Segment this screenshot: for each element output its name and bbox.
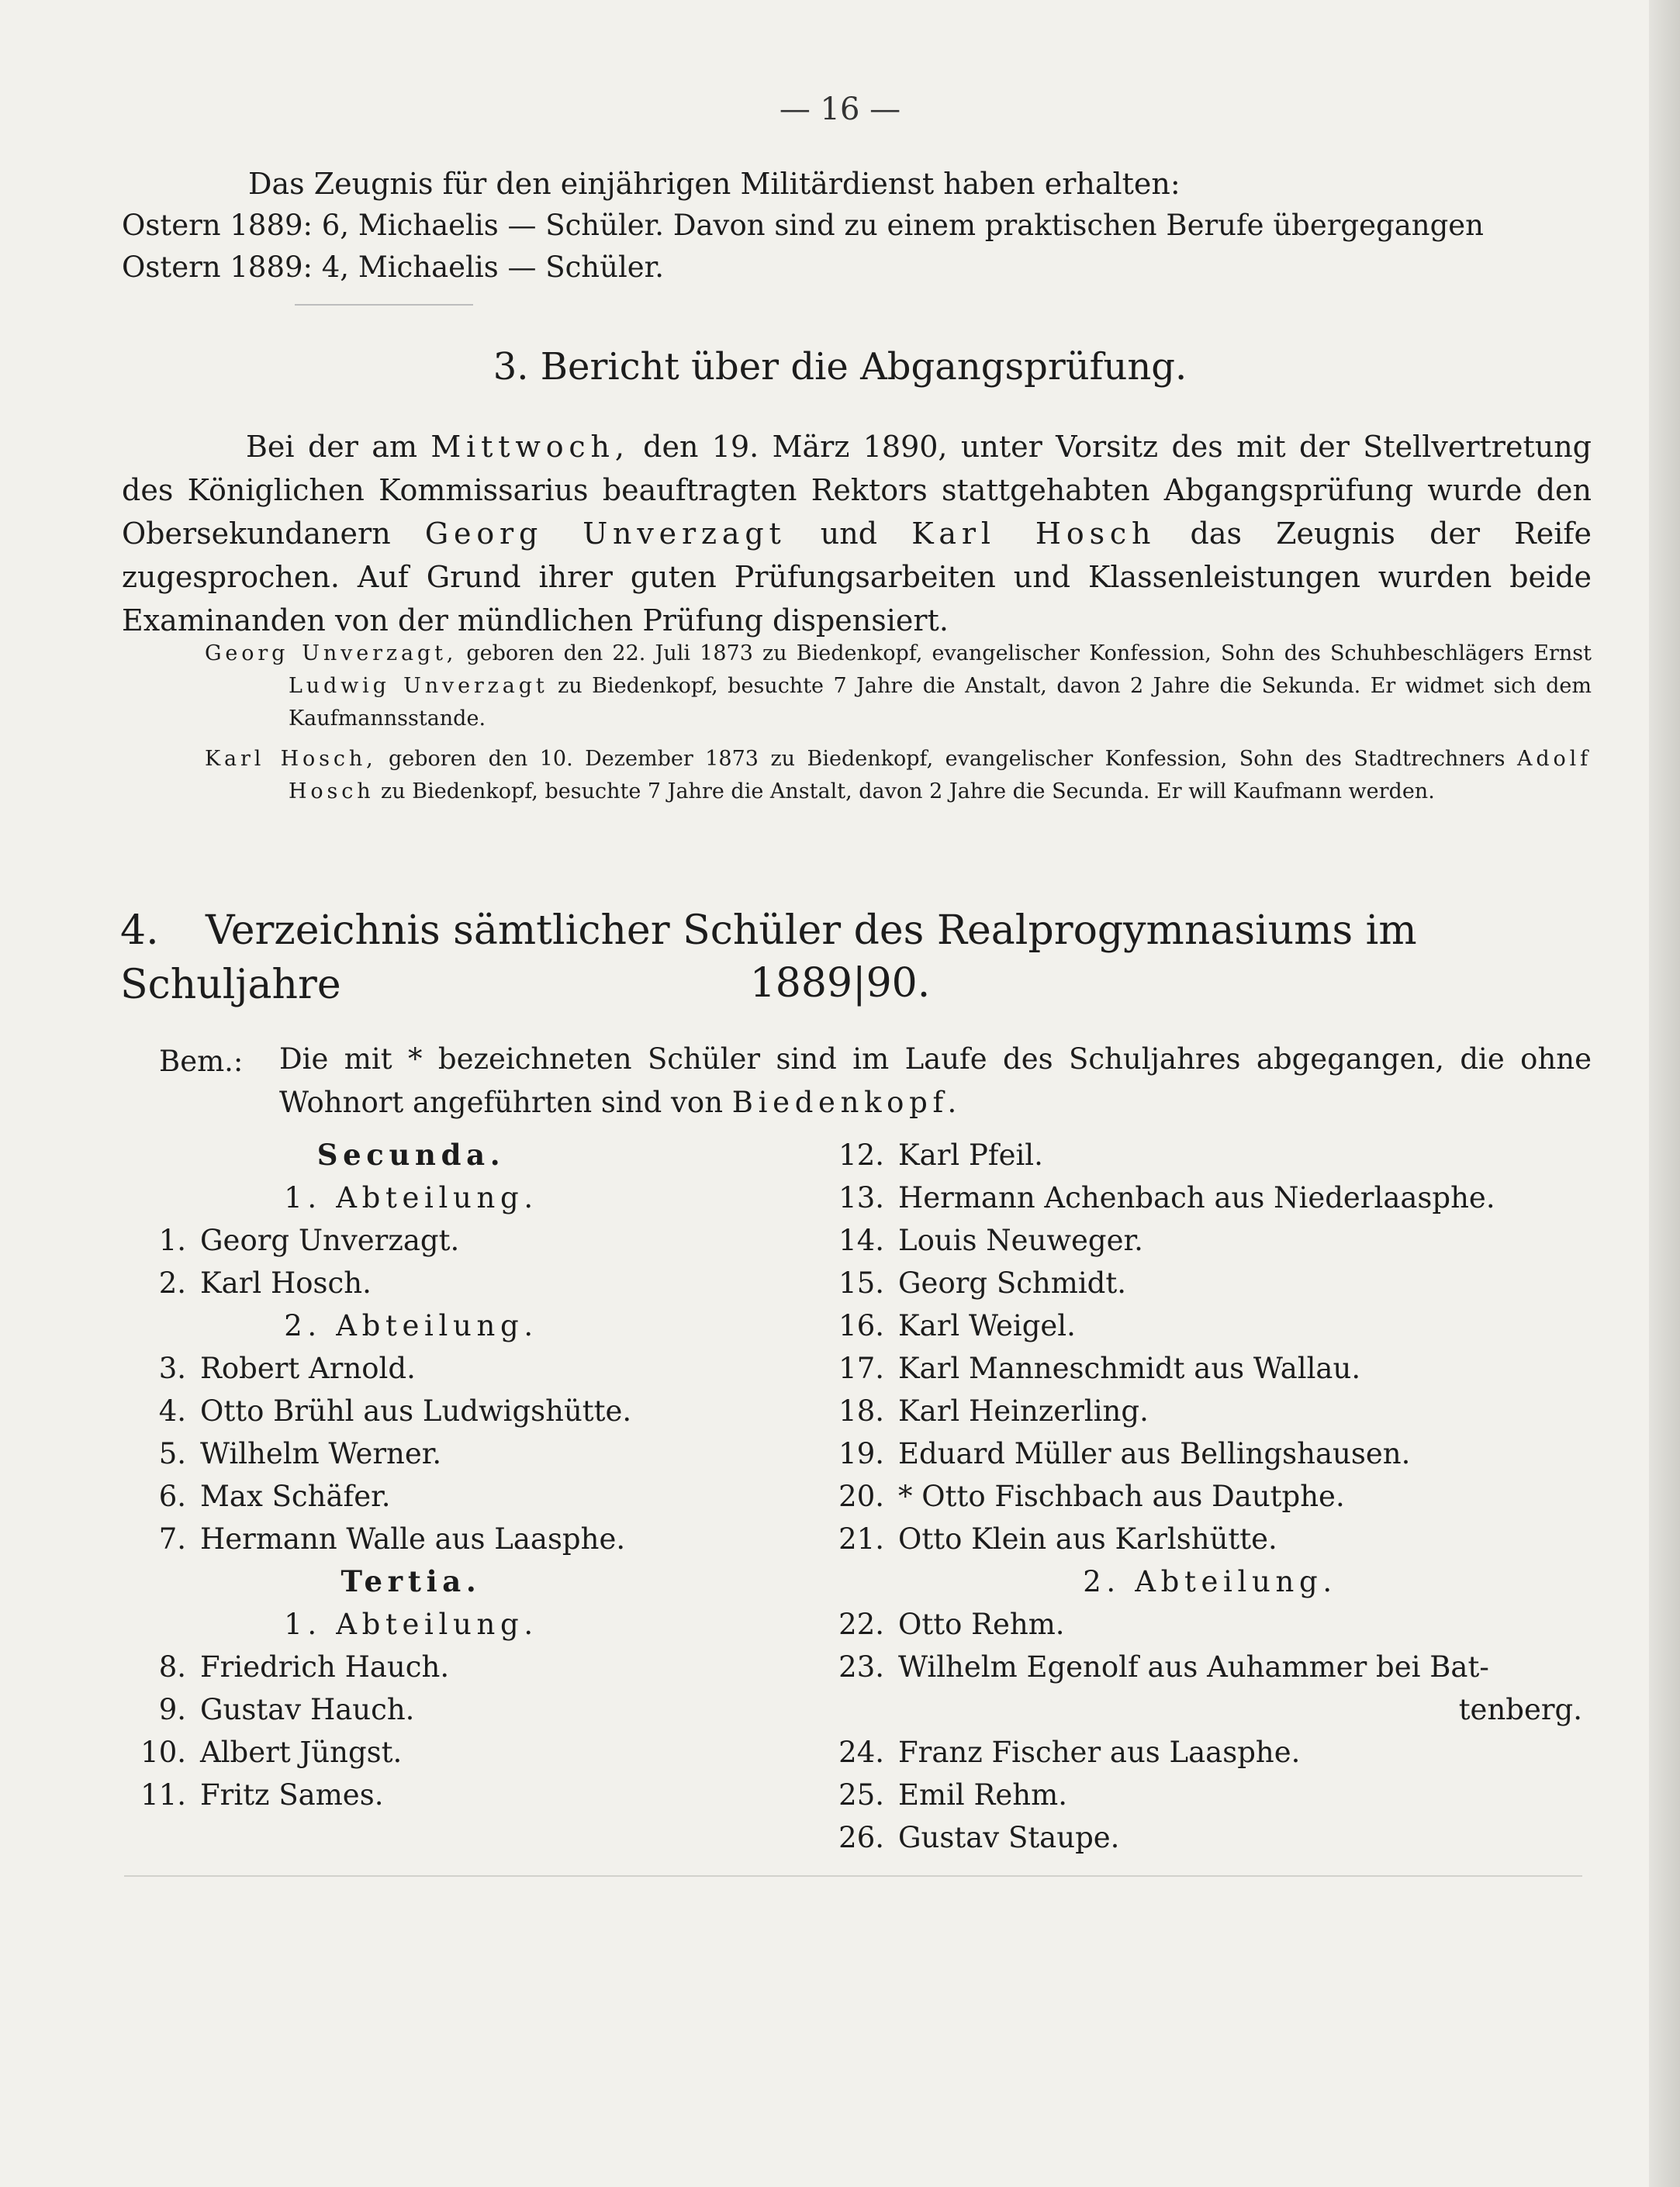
text-run: zu Biedenkopf, besuchte 7 Jahre die Anstalt, davon 2 Jahre die Secunda. Er will Kaufmann werden.: [374, 779, 1435, 803]
pupil-name: Gustav Staupe.: [898, 1821, 1120, 1854]
pupil-row: [140, 1390, 683, 1432]
pupil-name: Otto Brühl aus Ludwigshütte.: [200, 1394, 632, 1428]
pupil-name: Emil Rehm.: [898, 1778, 1067, 1812]
pupil-row: [140, 1518, 683, 1560]
pupil-name: Karl Heinzerling.: [898, 1394, 1149, 1428]
pupil-row: [838, 1304, 1582, 1347]
pupil-row: [140, 1347, 683, 1390]
pupil-name-continuation: tenberg.: [1458, 1693, 1582, 1726]
class-heading: Tertia.: [340, 1564, 482, 1598]
spaced-name: Karl Hosch: [911, 517, 1156, 551]
text-run: geboren den 10. Dezember 1873 zu Biedenkopf, evangelischer Konfession, Sohn des Stadtrechners: [376, 747, 1518, 771]
pupil-list-left: [140, 1134, 683, 1816]
section-3-heading: 3. Bericht über die Abgangsprüfung.: [493, 345, 1187, 389]
pupil-name: Georg Unverzagt.: [200, 1224, 460, 1257]
pupil-row: [838, 1774, 1582, 1816]
pupil-row: [838, 1731, 1582, 1774]
pupil-number: 7.: [158, 1522, 186, 1556]
pupil-row: [140, 1219, 683, 1262]
pupil-row: [838, 1432, 1582, 1475]
pupil-number: 17.: [838, 1352, 884, 1385]
pupil-number: 6.: [158, 1480, 186, 1513]
division-heading: 1. Abteilung.: [284, 1608, 538, 1641]
pupil-row: [838, 1518, 1582, 1560]
spaced-name: Adolf Hosch: [289, 747, 1592, 803]
pupil-name: Friedrich Hauch.: [200, 1650, 450, 1684]
pupil-row: [838, 1603, 1582, 1646]
pupil-name: Otto Rehm.: [898, 1608, 1065, 1641]
pupil-list-right: [838, 1134, 1582, 1859]
pupil-number: 22.: [838, 1608, 884, 1641]
pupil-row: [838, 1646, 1582, 1688]
pupil-name: Hermann Achenbach aus Niederlaasphe.: [898, 1181, 1495, 1214]
pupil-name: Otto Klein aus Karlshütte.: [898, 1522, 1277, 1556]
pupil-number: 15.: [838, 1266, 884, 1300]
text-run: geboren den 22. Juli 1873 zu Biedenkopf, evangelischer Konfession, Sohn des Schuhbeschlägers Ernst: [457, 641, 1592, 665]
spaced-name: Karl Hosch,: [205, 747, 377, 771]
pupil-row: [140, 1646, 683, 1688]
pupil-row: [838, 1475, 1582, 1518]
note-body: Die mit * bezeichneten Schüler sind im Laufe des Schuljahres abgegangen, die ohne Wohnort angeführten sind von: [279, 1042, 1592, 1119]
pupil-name: Fritz Sames.: [200, 1778, 384, 1812]
pupil-number: 19.: [838, 1437, 884, 1470]
pupil-name: Robert Arnold.: [200, 1352, 416, 1385]
pupil-number: 20.: [838, 1480, 884, 1513]
class-heading: Secunda.: [316, 1138, 506, 1172]
military-certificate-title: Das Zeugnis für den einjährigen Militärdienst haben erhalten:: [248, 167, 1180, 201]
pupil-row: [140, 1432, 683, 1475]
pupil-number: 13.: [838, 1181, 884, 1214]
pupil-name: Karl Hosch.: [200, 1266, 372, 1300]
exam-report-paragraph: [122, 425, 1592, 642]
pupil-name: Gustav Hauch.: [200, 1693, 415, 1726]
pupil-name: Max Schäfer.: [200, 1480, 391, 1513]
note-label: Bem.:: [159, 1045, 244, 1078]
pupil-number: 26.: [838, 1821, 884, 1854]
separator-line: [295, 304, 473, 306]
military-certificate-line-1: Ostern 1889: 6, Michaelis — Schüler. Davon sind zu einem praktischen Berufe übergegangen: [122, 209, 1485, 242]
page-edge-shadow: [1649, 0, 1680, 2187]
pupil-row: [140, 1774, 683, 1816]
pupil-number: 5.: [158, 1437, 186, 1470]
pupil-row: [140, 1688, 683, 1731]
pupil-name: Albert Jüngst.: [200, 1736, 403, 1769]
pupil-number: 25.: [838, 1778, 884, 1812]
bottom-rule: [124, 1875, 1582, 1877]
pupil-name: Hermann Walle aus Laasphe.: [200, 1522, 626, 1556]
pupil-name: * Otto Fischbach aus Dautphe.: [898, 1480, 1345, 1513]
spaced-name: Georg Unverzagt,: [205, 641, 458, 665]
text-run: zu Biedenkopf, besuchte 7 Jahre die Anstalt, davon 2 Jahre die Sekunda. Er widmet sich dem Kaufmannsstande.: [289, 674, 1592, 731]
pupil-number: 8.: [158, 1650, 186, 1684]
pupil-number: 18.: [838, 1394, 884, 1428]
pupil-row: [140, 1475, 683, 1518]
pupil-number: 21.: [838, 1522, 884, 1556]
pupil-number: 12.: [838, 1138, 884, 1172]
note-place: Biedenkopf.: [731, 1086, 962, 1119]
pupil-name: Wilhelm Egenolf aus Auhammer bei Bat-: [898, 1650, 1489, 1684]
pupil-row: [838, 1347, 1582, 1390]
division-heading: 2. Abteilung.: [1083, 1565, 1337, 1598]
spaced-name: Georg Unverzagt: [424, 517, 786, 551]
spaced-name: Ludwig Unverzagt: [289, 674, 548, 698]
pupil-row: [140, 1731, 683, 1774]
pupil-number: 23.: [838, 1650, 884, 1684]
pupil-row: [838, 1390, 1582, 1432]
page-number: — 16 —: [779, 92, 901, 127]
text-run: Bei der am: [246, 430, 431, 464]
pupil-name: Louis Neuweger.: [898, 1224, 1143, 1257]
section-4-year: 1889|90.: [749, 960, 931, 1007]
pupil-number: 9.: [158, 1693, 186, 1726]
text-run: und: [786, 517, 912, 551]
pupil-row: [838, 1176, 1582, 1219]
pupil-name: Georg Schmidt.: [898, 1266, 1126, 1300]
spaced-name: Mittwoch,: [430, 430, 630, 464]
pupil-number: 16.: [838, 1309, 884, 1342]
pupil-row: [838, 1219, 1582, 1262]
pupil-number: 1.: [158, 1224, 186, 1257]
text-run: den 19. März 1890, unter Vorsitz des mit der Stellvertretung des Königlichen Kommissarius beauftragten Rektors stattgehabten Abgangsprüfung wurde den Obersekundanern: [122, 430, 1592, 551]
military-certificate-line-2: Ostern 1889: 4, Michaelis — Schüler.: [122, 250, 665, 284]
pupil-number: 24.: [838, 1736, 884, 1769]
pupil-number: 3.: [158, 1352, 186, 1385]
pupil-row: [838, 1134, 1582, 1176]
pupil-row: [838, 1262, 1582, 1304]
text-run: das Zeugnis der Reife zugesprochen. Auf Grund ihrer guten Prüfungsarbeiten und Klassenleistungen wurden beide Examinanden von der mündlichen Prüfung dispensiert.: [122, 517, 1592, 637]
division-heading: 1. Abteilung.: [284, 1181, 538, 1214]
pupil-name: Karl Weigel.: [898, 1309, 1076, 1342]
pupil-row: [838, 1816, 1582, 1859]
pupil-number: 11.: [140, 1778, 186, 1812]
section-4-title: Verzeichnis sämtlicher Schüler des Realprogymnasiums im Schuljahre: [120, 907, 1417, 1008]
pupil-number: 4.: [158, 1394, 186, 1428]
section-4-number: 4.: [120, 907, 159, 954]
pupil-number: 2.: [158, 1266, 186, 1300]
pupil-name: Karl Pfeil.: [898, 1138, 1043, 1172]
pupil-name: Franz Fischer aus Laasphe.: [898, 1736, 1301, 1769]
pupil-name: Eduard Müller aus Bellingshausen.: [898, 1437, 1411, 1470]
bio-georg-unverzagt: [205, 637, 1592, 735]
pupil-number: 10.: [140, 1736, 186, 1769]
note-text: [279, 1038, 1592, 1125]
pupil-number: 14.: [838, 1224, 884, 1257]
pupil-name: Karl Manneschmidt aus Wallau.: [898, 1352, 1361, 1385]
division-heading: 2. Abteilung.: [284, 1309, 538, 1342]
pupil-name: Wilhelm Werner.: [200, 1437, 442, 1470]
pupil-row: [140, 1262, 683, 1304]
bio-karl-hosch: [205, 743, 1592, 808]
